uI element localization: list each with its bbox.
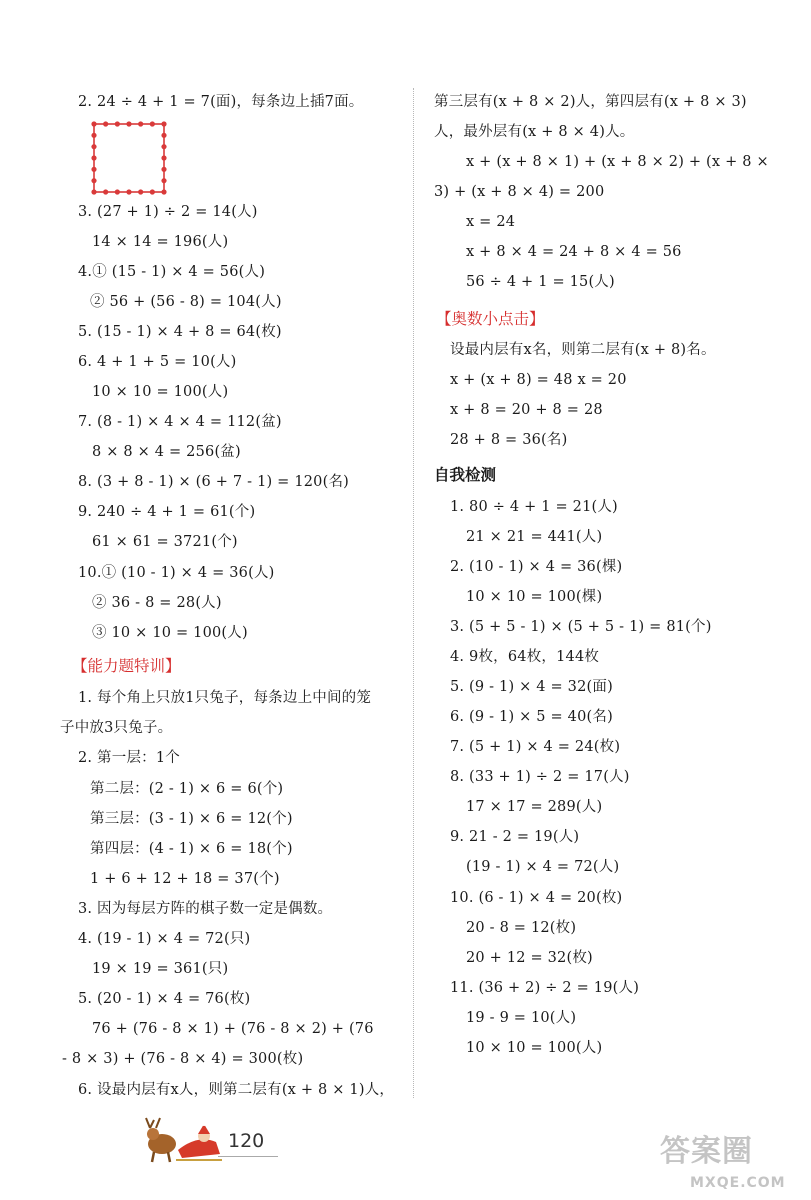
- section-heading-selftest: 自我检测: [434, 466, 497, 484]
- answer-line: 7. (8 - 1) × 4 × 4 = 112(盆): [78, 414, 282, 430]
- answer-line: 第四层：(4 - 1) × 6 = 18(个): [90, 841, 293, 857]
- answer-line: 1. 每个角上只放1只兔子，每条边上中间的笼: [78, 690, 372, 706]
- answer-line: 19 × 19 = 361(只): [92, 961, 229, 977]
- flag-dot: [138, 121, 143, 126]
- answer-line: 5. (9 - 1) × 4 = 32(面): [450, 679, 613, 695]
- answer-line: 9. 240 ÷ 4 + 1 = 61(个): [78, 504, 256, 520]
- answer-line: 19 - 9 = 10(人): [466, 1010, 577, 1026]
- answer-line: 11. (36 + 2) ÷ 2 = 19(人): [450, 980, 640, 996]
- answer-line: 3. (27 + 1) ÷ 2 = 14(人): [78, 204, 258, 220]
- answer-line: x + (x + 8) = 48 x = 20: [450, 372, 627, 388]
- answer-line: 3. (5 + 5 - 1) × (5 + 5 - 1) = 81(个): [450, 619, 712, 635]
- answer-line: 61 × 61 = 3721(个): [92, 534, 238, 550]
- flag-dot: [161, 144, 166, 149]
- answer-line: 设最内层有x名，则第二层有(x + 8)名。: [450, 342, 716, 358]
- flag-dot: [138, 189, 143, 194]
- answer-line: 3) + (x + 8 × 4) = 200: [434, 184, 605, 200]
- answer-line: 8 × 8 × 4 = 256(盆): [92, 444, 241, 460]
- answer-line: ② 36 - 8 = 28(人): [92, 595, 222, 611]
- flag-dot: [161, 121, 166, 126]
- answer-line: 20 - 8 = 12(枚): [466, 920, 577, 936]
- answer-line: 3. 因为每层方阵的棋子数一定是偶数。: [78, 901, 333, 917]
- flag-dot: [150, 189, 155, 194]
- answer-line: 1 + 6 + 12 + 18 = 37(个): [90, 871, 280, 887]
- answer-line: 6. 设最内层有x人，则第二层有(x + 8 × 1)人，: [78, 1082, 395, 1098]
- answer-line: 10 × 10 = 100(棵): [466, 589, 603, 605]
- answer-line: 4. (19 - 1) × 4 = 72(只): [78, 931, 251, 947]
- answer-line: (19 - 1) × 4 = 72(人): [466, 859, 620, 875]
- answer-line: 10. (6 - 1) × 4 = 20(枚): [450, 890, 623, 906]
- answer-line: 第三层：(3 - 1) × 6 = 12(个): [90, 811, 293, 827]
- answer-line: 2. 第一层：1个: [78, 750, 180, 766]
- watermark-logo: 答案圈: [660, 1134, 753, 1169]
- flag-dot: [91, 133, 96, 138]
- answer-line: 第二层：(2 - 1) × 6 = 6(个): [90, 781, 284, 797]
- answer-line: x + 8 × 4 = 24 + 8 × 4 = 56: [466, 244, 682, 260]
- flag-dot: [161, 155, 166, 160]
- answer-line: 5. (20 - 1) × 4 = 76(枚): [78, 991, 251, 1007]
- watermark-url: MXQE.COM: [690, 1175, 786, 1191]
- answer-line: 21 × 21 = 441(人): [466, 529, 603, 545]
- answer-line: 2. 24 ÷ 4 + 1 = 7(面)，每条边上插7面。: [78, 94, 364, 110]
- flag-dot: [91, 155, 96, 160]
- answer-line: 6. (9 - 1) × 5 = 40(名): [450, 709, 613, 725]
- answer-line: x + (x + 8 × 1) + (x + 8 × 2) + (x + 8 ×: [466, 154, 769, 170]
- page-number: 120: [228, 1130, 265, 1152]
- flag-dot: [150, 121, 155, 126]
- flag-dot: [161, 189, 166, 194]
- flag-dot: [103, 121, 108, 126]
- answer-line: 1. 80 ÷ 4 + 1 = 21(人): [450, 499, 618, 515]
- flag-dot: [161, 167, 166, 172]
- answer-line: 2. (10 - 1) × 4 = 36(棵): [450, 559, 623, 575]
- section-heading-ability: 【能力题特训】: [72, 657, 181, 675]
- section-heading-olympiad: 【奥数小点击】: [436, 310, 545, 328]
- flag-dot: [91, 178, 96, 183]
- flag-dot: [115, 189, 120, 194]
- answer-line: 4. 9枚，64枚，144枚: [450, 649, 600, 665]
- answer-line: x + 8 = 20 + 8 = 28: [450, 402, 603, 418]
- answer-line: 8. (33 + 1) ÷ 2 = 17(人): [450, 769, 630, 785]
- answer-line: 人，最外层有(x + 8 × 4)人。: [434, 124, 635, 140]
- answer-line: 10.① (10 - 1) × 4 = 36(人): [78, 565, 275, 581]
- flag-dot: [161, 133, 166, 138]
- flag-dot: [161, 178, 166, 183]
- answer-line: 第三层有(x + 8 × 2)人，第四层有(x + 8 × 3): [434, 94, 747, 110]
- answer-line: 20 + 12 = 32(枚): [466, 950, 593, 966]
- page-number-underline: [218, 1156, 278, 1157]
- column-divider: [413, 88, 414, 1098]
- answer-line: 7. (5 + 1) × 4 = 24(枚): [450, 739, 621, 755]
- dotted-square-diagram: [88, 118, 170, 198]
- flag-dot: [91, 167, 96, 172]
- flag-dot: [91, 189, 96, 194]
- answer-line: 5. (15 - 1) × 4 + 8 = 64(枚): [78, 324, 282, 340]
- answer-line: ② 56 + (56 - 8) = 104(人): [90, 294, 282, 310]
- answer-line: 14 × 14 = 196(人): [92, 234, 229, 250]
- flag-dot: [115, 121, 120, 126]
- answer-line: 子中放3只兔子。: [60, 720, 173, 736]
- flag-dot: [126, 121, 131, 126]
- answer-line: 28 + 8 = 36(名): [450, 432, 568, 448]
- answer-line: 76 + (76 - 8 × 1) + (76 - 8 × 2) + (76: [92, 1021, 374, 1037]
- answer-line: 10 × 10 = 100(人): [92, 384, 229, 400]
- answer-line: 8. (3 + 8 - 1) × (6 + 7 - 1) = 120(名): [78, 474, 350, 490]
- flag-dot: [126, 189, 131, 194]
- answer-line: 17 × 17 = 289(人): [466, 799, 603, 815]
- answer-line: - 8 × 3) + (76 - 8 × 4) = 300(枚): [62, 1051, 304, 1067]
- flag-dot: [103, 189, 108, 194]
- answer-line: 9. 21 - 2 = 19(人): [450, 829, 580, 845]
- flag-dot: [91, 121, 96, 126]
- answer-line: x = 24: [466, 214, 516, 230]
- answer-line: 4.① (15 - 1) × 4 = 56(人): [78, 264, 266, 280]
- answer-line: 10 × 10 = 100(人): [466, 1040, 603, 1056]
- flag-dot: [91, 144, 96, 149]
- answer-line: ③ 10 × 10 = 100(人): [92, 625, 248, 641]
- reindeer-sleigh-illustration: [142, 1114, 226, 1166]
- answer-line: 6. 4 + 1 + 5 = 10(人): [78, 354, 237, 370]
- answer-line: 56 ÷ 4 + 1 = 15(人): [466, 274, 615, 290]
